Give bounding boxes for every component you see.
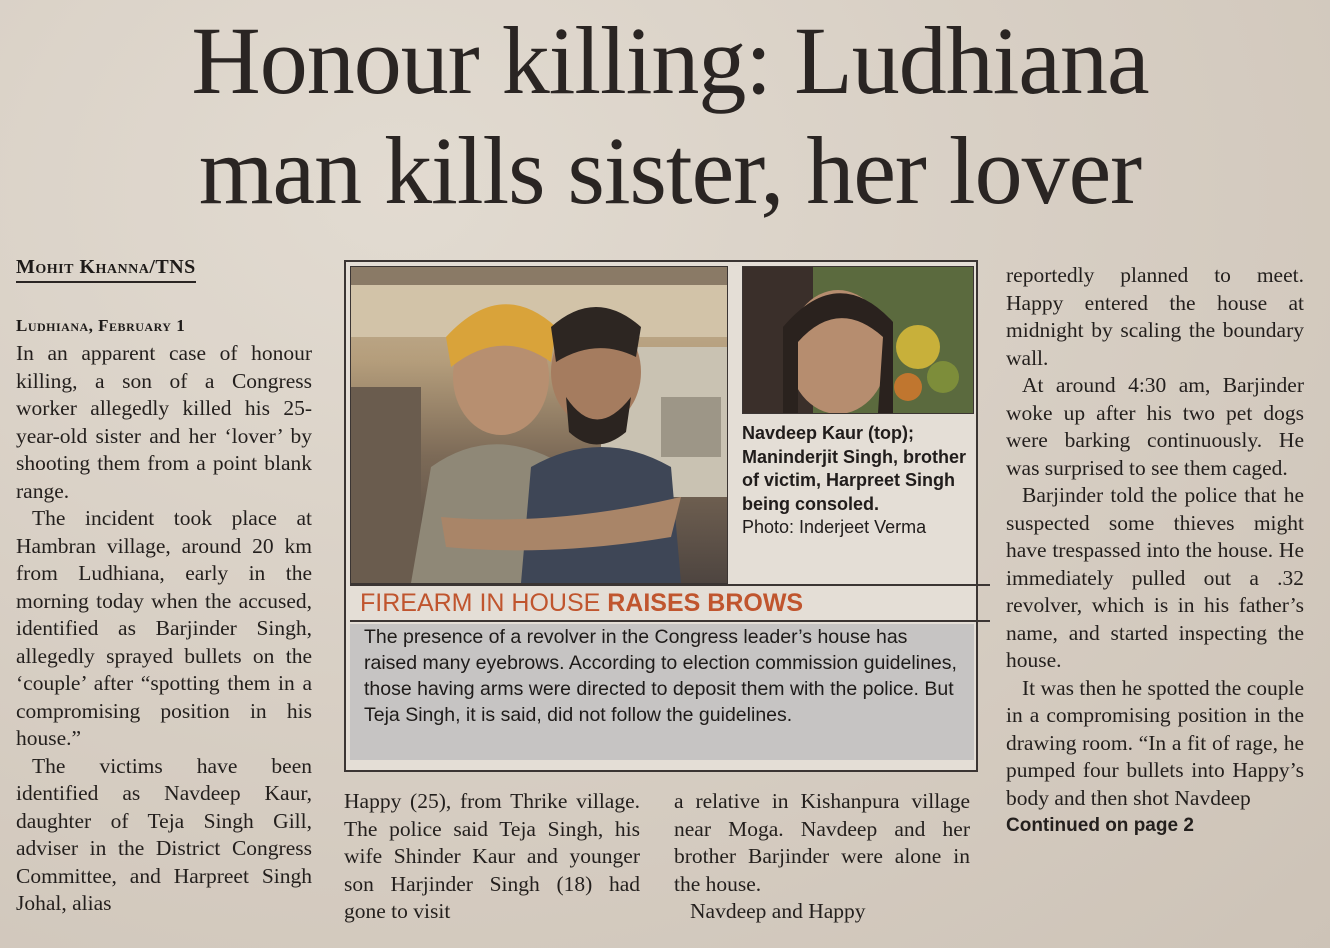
sidebar-heading-part2: RAISES BROWS <box>607 589 804 617</box>
headline-line-2: man kills sister, her lover <box>198 117 1142 224</box>
paragraph: Navdeep and Happy <box>690 899 866 923</box>
paragraph: The victims have been identified as Navdeep Kaur, daughter of Teja Singh Gill, adviser in the District Congress Committee, and Harpreet Singh Johal, alias <box>16 753 312 915</box>
paragraph: Happy (25), from Thrike village. The police said Teja Singh, his wife Shinder Kaur and younger son Harjinder Singh (18) had gone to visit <box>344 789 640 923</box>
sidebar-heading-part1: FIREARM IN HOUSE <box>360 589 608 617</box>
paragraph: a relative in Kishanpura village near Moga. Navdeep and her brother Barjinder were alone in the house. <box>674 789 970 896</box>
photo-navdeep <box>742 266 974 414</box>
article-column-3 <box>674 788 970 926</box>
paragraph: In an apparent case of honour killing, a son of a Congress worker allegedly killed his 25-year-old sister and her ‘lover’ by shooting them from a point blank range. <box>16 341 312 503</box>
headline <box>40 6 1300 226</box>
paragraph: At around 4:30 am, Barjinder woke up after his two pet dogs were barking continuously. He was surprised to see them caged. <box>1006 373 1304 480</box>
photo-navdeep-image <box>743 267 973 413</box>
headline-line-1: Honour killing: Ludhiana <box>191 7 1149 114</box>
photo-box <box>344 260 978 772</box>
paragraph: Barjinder told the police that he suspected some thieves might have trespassed into the house. He immediately pulled out a .32 revolver, which is in his father’s name, and started inspecting the house. <box>1006 483 1304 672</box>
photo-credit: Photo: Inderjeet Verma <box>742 517 927 537</box>
photo-caption <box>742 422 974 540</box>
article-column-4 <box>1006 262 1304 840</box>
dateline: Ludhiana, February 1 <box>16 316 186 335</box>
byline: Mohit Khanna/TNS <box>16 256 196 283</box>
caption-text: Navdeep Kaur (top); Maninderjit Singh, brother of victim, Harpreet Singh being consoled. <box>742 423 966 514</box>
sidebar-text: The presence of a revolver in the Congress leader’s house has raised many eyebrows. According to election commission guidelines, those having arms were directed to deposit them with the police. But Teja Singh, it is said, did not follow the guidelines. <box>350 624 974 760</box>
sidebar-heading <box>350 584 990 622</box>
continued-link[interactable]: Continued on page 2 <box>1006 815 1194 836</box>
paragraph: reportedly planned to meet. Happy entered the house at midnight by scaling the boundary wall. <box>1006 263 1304 370</box>
paragraph: The incident took place at Hambran village, around 20 km from Ludhiana, early in the morning today when the accused, identified as Barjinder Singh, allegedly sprayed bullets on the ‘couple’ after “spotting them in a compromising position in his house.” <box>16 506 312 750</box>
paragraph: It was then he spotted the couple in a compromising position in the drawing room. “In a fit of rage, he pumped four bullets into Happy’s body and then shot Navdeep <box>1006 675 1304 810</box>
article-column-2 <box>344 788 640 926</box>
article-column-1 <box>16 340 312 918</box>
photo-consoling <box>350 266 728 584</box>
photo-consoling-image <box>351 267 727 583</box>
